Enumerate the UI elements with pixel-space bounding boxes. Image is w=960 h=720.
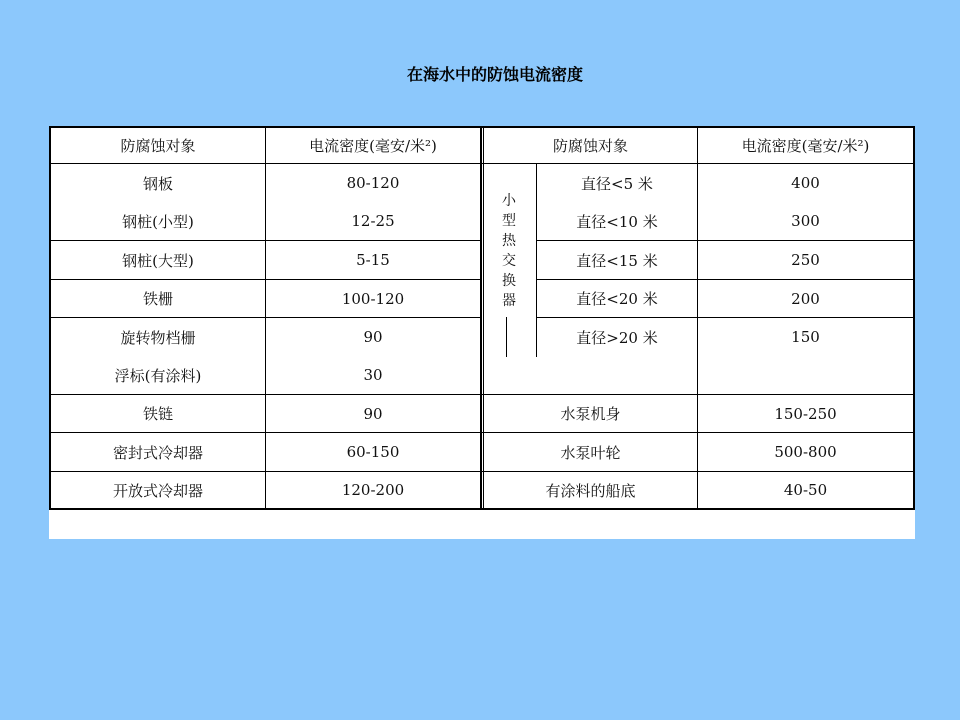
right-density-cell: 250 xyxy=(791,251,820,269)
left-object-cell: 钢板 xyxy=(142,174,173,193)
vertical-char: 器 xyxy=(502,293,516,309)
left-object-cell: 钢桩(大型) xyxy=(122,251,194,270)
right-density-cell: 300 xyxy=(791,212,820,230)
right-density-cell: 150-250 xyxy=(774,404,837,423)
right-density-cell: 150 xyxy=(791,328,820,346)
left-object-cell: 旋转物档栅 xyxy=(120,328,196,347)
header-left-object: 防腐蚀对象 xyxy=(120,137,196,155)
left-object-cell: 密封式冷却器 xyxy=(112,443,203,462)
vertical-char: 热 xyxy=(502,233,516,249)
left-density-cell: 5-15 xyxy=(356,251,390,269)
header-right-object: 防腐蚀对象 xyxy=(552,137,628,155)
header-left-density: 电流密度(毫安/米²) xyxy=(309,137,437,155)
left-object-cell: 铁链 xyxy=(142,405,173,423)
right-object-cell: 直径<15 米 xyxy=(576,251,658,270)
slide-title: 在海水中的防蚀电流密度 xyxy=(406,65,583,84)
right-density-cell: 500-800 xyxy=(774,443,837,461)
left-density-cell: 30 xyxy=(363,366,383,384)
left-density-cell: 100-120 xyxy=(341,289,405,308)
header-right-density: 电流密度(毫安/米²) xyxy=(741,137,870,155)
column-divider xyxy=(506,317,507,357)
vertical-char: 小 xyxy=(502,193,516,209)
right-object-cell: 水泵叶轮 xyxy=(560,443,621,462)
right-object-cell: 有涂料的船底 xyxy=(545,481,636,500)
right-object-cell: 直径<5 米 xyxy=(581,174,653,193)
left-object-cell: 浮标(有涂料) xyxy=(114,366,202,385)
column-divider xyxy=(913,126,915,510)
left-density-cell: 90 xyxy=(363,328,383,346)
right-object-cell: 直径<20 米 xyxy=(576,290,658,308)
right-density-cell: 400 xyxy=(791,174,820,192)
left-density-cell: 80-120 xyxy=(346,174,400,192)
left-density-cell: 120-200 xyxy=(341,481,405,499)
left-density-cell: 60-150 xyxy=(346,443,400,461)
heat-exchanger-label xyxy=(497,191,521,311)
vertical-char: 型 xyxy=(502,213,516,229)
right-density-cell: 40-50 xyxy=(783,481,828,499)
left-density-cell: 90 xyxy=(363,404,383,423)
left-object-cell: 铁栅 xyxy=(142,290,173,308)
right-object-cell: 直径<10 米 xyxy=(576,212,658,231)
table-border-bottom xyxy=(49,508,915,510)
right-object-cell: 直径>20 米 xyxy=(576,328,658,347)
left-object-cell: 开放式冷却器 xyxy=(112,481,203,500)
right-density-cell: 200 xyxy=(791,289,820,308)
right-object-cell: 水泵机身 xyxy=(560,405,621,423)
left-object-cell: 钢桩(小型) xyxy=(122,212,194,231)
vertical-char: 交 xyxy=(502,253,516,269)
current-density-table xyxy=(49,126,915,539)
column-divider xyxy=(480,126,482,510)
vertical-char: 换 xyxy=(502,273,516,289)
left-density-cell: 12-25 xyxy=(351,212,395,230)
